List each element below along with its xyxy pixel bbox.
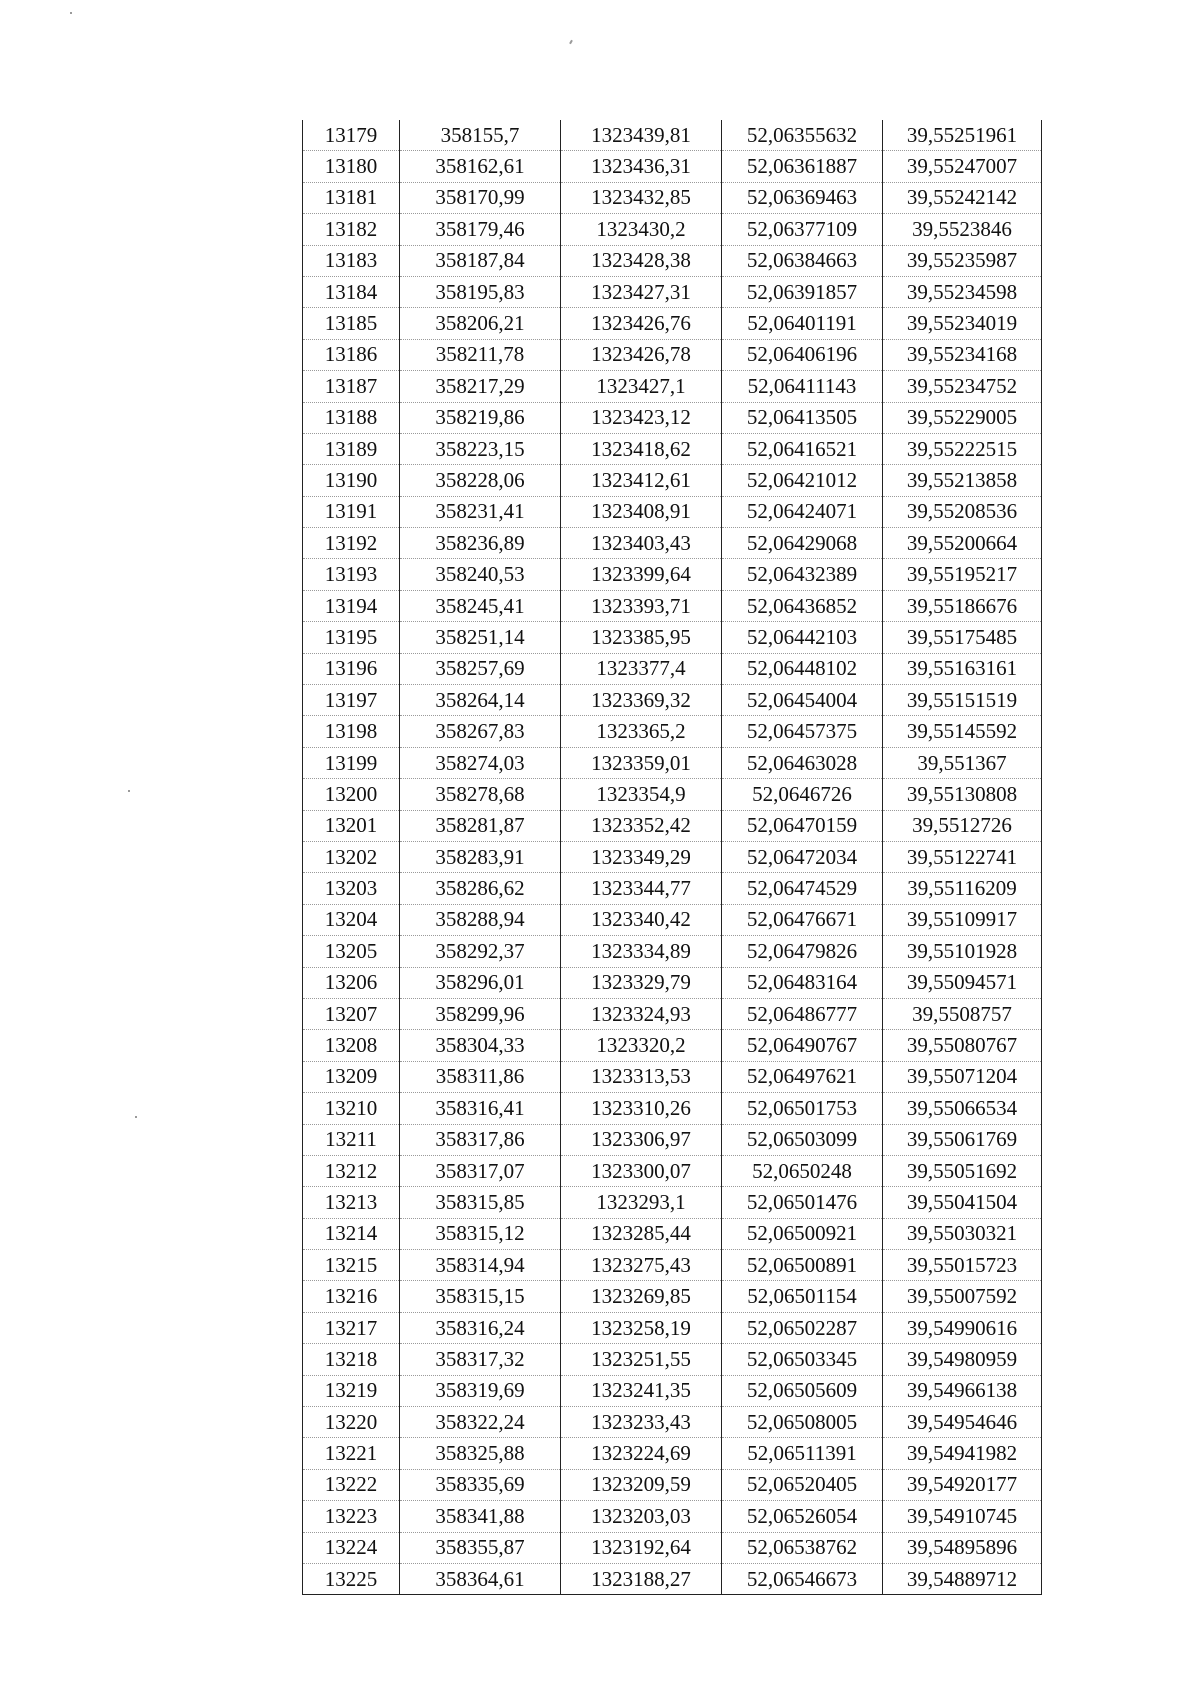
y-coordinate-cell: 1323423,12 (561, 402, 722, 433)
table-row (303, 559, 1042, 590)
point-number-cell: 13211 (303, 1124, 400, 1155)
y-coordinate-cell: 1323354,9 (561, 779, 722, 810)
point-number-cell: 13218 (303, 1344, 400, 1375)
y-coordinate-cell: 1323408,91 (561, 496, 722, 527)
point-number-cell: 13223 (303, 1501, 400, 1532)
point-number-cell: 13221 (303, 1438, 400, 1469)
latitude-cell: 52,06511391 (722, 1438, 883, 1469)
x-coordinate-cell: 358257,69 (400, 653, 561, 684)
point-number-cell: 13215 (303, 1250, 400, 1281)
table-row (303, 622, 1042, 653)
y-coordinate-cell: 1323293,1 (561, 1187, 722, 1218)
table-row (303, 120, 1042, 151)
point-number-cell: 13204 (303, 904, 400, 935)
table-row (303, 1563, 1042, 1594)
latitude-cell: 52,06413505 (722, 402, 883, 433)
latitude-cell: 52,06501154 (722, 1281, 883, 1312)
latitude-cell: 52,06361887 (722, 151, 883, 182)
point-number-cell: 13184 (303, 276, 400, 307)
longitude-cell: 39,55066534 (883, 1093, 1042, 1124)
longitude-cell: 39,55051692 (883, 1155, 1042, 1186)
latitude-cell: 52,06502287 (722, 1312, 883, 1343)
longitude-cell: 39,55234752 (883, 371, 1042, 402)
table-row (303, 465, 1042, 496)
latitude-cell: 52,06448102 (722, 653, 883, 684)
longitude-cell: 39,55175485 (883, 622, 1042, 653)
y-coordinate-cell: 1323352,42 (561, 810, 722, 841)
x-coordinate-cell: 358267,83 (400, 716, 561, 747)
x-coordinate-cell: 358162,61 (400, 151, 561, 182)
latitude-cell: 52,06355632 (722, 120, 883, 151)
point-number-cell: 13193 (303, 559, 400, 590)
coordinates-table (302, 120, 1042, 1595)
longitude-cell: 39,55229005 (883, 402, 1042, 433)
table-row (303, 936, 1042, 967)
table-row (303, 1532, 1042, 1563)
x-coordinate-cell: 358316,41 (400, 1093, 561, 1124)
longitude-cell: 39,55151519 (883, 685, 1042, 716)
longitude-cell: 39,55195217 (883, 559, 1042, 590)
point-number-cell: 13225 (303, 1563, 400, 1594)
longitude-cell: 39,55122741 (883, 841, 1042, 872)
x-coordinate-cell: 358317,32 (400, 1344, 561, 1375)
table-row (303, 1250, 1042, 1281)
point-number-cell: 13183 (303, 245, 400, 276)
y-coordinate-cell: 1323427,1 (561, 371, 722, 402)
table-row (303, 1375, 1042, 1406)
y-coordinate-cell: 1323430,2 (561, 214, 722, 245)
table-row (303, 1155, 1042, 1186)
latitude-cell: 52,06501476 (722, 1187, 883, 1218)
longitude-cell: 39,55116209 (883, 873, 1042, 904)
latitude-cell: 52,06476671 (722, 904, 883, 935)
table-row (303, 371, 1042, 402)
y-coordinate-cell: 1323403,43 (561, 528, 722, 559)
latitude-cell: 52,06384663 (722, 245, 883, 276)
y-coordinate-cell: 1323359,01 (561, 747, 722, 778)
x-coordinate-cell: 358236,89 (400, 528, 561, 559)
y-coordinate-cell: 1323209,59 (561, 1469, 722, 1500)
latitude-cell: 52,06501753 (722, 1093, 883, 1124)
latitude-cell: 52,06377109 (722, 214, 883, 245)
x-coordinate-cell: 358315,12 (400, 1218, 561, 1249)
latitude-cell: 52,06416521 (722, 433, 883, 464)
table-row (303, 1218, 1042, 1249)
y-coordinate-cell: 1323269,85 (561, 1281, 722, 1312)
table-row (303, 747, 1042, 778)
x-coordinate-cell: 358278,68 (400, 779, 561, 810)
point-number-cell: 13208 (303, 1030, 400, 1061)
latitude-cell: 52,0646726 (722, 779, 883, 810)
x-coordinate-cell: 358299,96 (400, 998, 561, 1029)
latitude-cell: 52,06503345 (722, 1344, 883, 1375)
x-coordinate-cell: 358283,91 (400, 841, 561, 872)
point-number-cell: 13197 (303, 685, 400, 716)
y-coordinate-cell: 1323340,42 (561, 904, 722, 935)
table-row (303, 1061, 1042, 1092)
longitude-cell: 39,55234168 (883, 339, 1042, 370)
longitude-cell: 39,5523846 (883, 214, 1042, 245)
x-coordinate-cell: 358335,69 (400, 1469, 561, 1500)
x-coordinate-cell: 358187,84 (400, 245, 561, 276)
table-row (303, 339, 1042, 370)
point-number-cell: 13210 (303, 1093, 400, 1124)
point-number-cell: 13179 (303, 120, 400, 151)
x-coordinate-cell: 358315,85 (400, 1187, 561, 1218)
longitude-cell: 39,5512726 (883, 810, 1042, 841)
table-row (303, 1438, 1042, 1469)
x-coordinate-cell: 358355,87 (400, 1532, 561, 1563)
y-coordinate-cell: 1323428,38 (561, 245, 722, 276)
longitude-cell: 39,54889712 (883, 1563, 1042, 1594)
y-coordinate-cell: 1323233,43 (561, 1407, 722, 1438)
point-number-cell: 13198 (303, 716, 400, 747)
table-row (303, 308, 1042, 339)
latitude-cell: 52,06500891 (722, 1250, 883, 1281)
point-number-cell: 13194 (303, 590, 400, 621)
point-number-cell: 13209 (303, 1061, 400, 1092)
x-coordinate-cell: 358231,41 (400, 496, 561, 527)
latitude-cell: 52,06457375 (722, 716, 883, 747)
latitude-cell: 52,06479826 (722, 936, 883, 967)
y-coordinate-cell: 1323432,85 (561, 182, 722, 213)
longitude-cell: 39,55015723 (883, 1250, 1042, 1281)
point-number-cell: 13220 (303, 1407, 400, 1438)
point-number-cell: 13190 (303, 465, 400, 496)
table-row (303, 496, 1042, 527)
y-coordinate-cell: 1323241,35 (561, 1375, 722, 1406)
table-row (303, 214, 1042, 245)
y-coordinate-cell: 1323300,07 (561, 1155, 722, 1186)
y-coordinate-cell: 1323320,2 (561, 1030, 722, 1061)
longitude-cell: 39,55235987 (883, 245, 1042, 276)
table-row (303, 1093, 1042, 1124)
latitude-cell: 52,06432389 (722, 559, 883, 590)
longitude-cell: 39,55234019 (883, 308, 1042, 339)
longitude-cell: 39,55094571 (883, 967, 1042, 998)
longitude-cell: 39,55080767 (883, 1030, 1042, 1061)
point-number-cell: 13217 (303, 1312, 400, 1343)
table-row (303, 653, 1042, 684)
point-number-cell: 13214 (303, 1218, 400, 1249)
table-row (303, 685, 1042, 716)
longitude-cell: 39,54941982 (883, 1438, 1042, 1469)
coordinates-table-body (303, 120, 1042, 1595)
longitude-cell: 39,55109917 (883, 904, 1042, 935)
y-coordinate-cell: 1323377,4 (561, 653, 722, 684)
x-coordinate-cell: 358219,86 (400, 402, 561, 433)
x-coordinate-cell: 358264,14 (400, 685, 561, 716)
longitude-cell: 39,54966138 (883, 1375, 1042, 1406)
latitude-cell: 52,06436852 (722, 590, 883, 621)
latitude-cell: 52,06486777 (722, 998, 883, 1029)
latitude-cell: 52,06424071 (722, 496, 883, 527)
point-number-cell: 13191 (303, 496, 400, 527)
point-number-cell: 13180 (303, 151, 400, 182)
x-coordinate-cell: 358211,78 (400, 339, 561, 370)
longitude-cell: 39,55208536 (883, 496, 1042, 527)
y-coordinate-cell: 1323251,55 (561, 1344, 722, 1375)
table-row (303, 998, 1042, 1029)
y-coordinate-cell: 1323224,69 (561, 1438, 722, 1469)
x-coordinate-cell: 358364,61 (400, 1563, 561, 1594)
scan-speck (70, 12, 72, 14)
point-number-cell: 13202 (303, 841, 400, 872)
longitude-cell: 39,55251961 (883, 120, 1042, 151)
point-number-cell: 13203 (303, 873, 400, 904)
point-number-cell: 13224 (303, 1532, 400, 1563)
longitude-cell: 39,55041504 (883, 1187, 1042, 1218)
point-number-cell: 13205 (303, 936, 400, 967)
scan-speck (135, 1116, 137, 1118)
longitude-cell: 39,55234598 (883, 276, 1042, 307)
y-coordinate-cell: 1323203,03 (561, 1501, 722, 1532)
y-coordinate-cell: 1323399,64 (561, 559, 722, 590)
x-coordinate-cell: 358319,69 (400, 1375, 561, 1406)
longitude-cell: 39,54920177 (883, 1469, 1042, 1500)
latitude-cell: 52,06470159 (722, 810, 883, 841)
longitude-cell: 39,55145592 (883, 716, 1042, 747)
y-coordinate-cell: 1323313,53 (561, 1061, 722, 1092)
latitude-cell: 52,0650248 (722, 1155, 883, 1186)
point-number-cell: 13192 (303, 528, 400, 559)
y-coordinate-cell: 1323427,31 (561, 276, 722, 307)
latitude-cell: 52,06472034 (722, 841, 883, 872)
table-row (303, 1501, 1042, 1532)
y-coordinate-cell: 1323344,77 (561, 873, 722, 904)
table-row (303, 590, 1042, 621)
table-row (303, 245, 1042, 276)
table-row (303, 1344, 1042, 1375)
x-coordinate-cell: 358217,29 (400, 371, 561, 402)
longitude-cell: 39,55213858 (883, 465, 1042, 496)
latitude-cell: 52,06463028 (722, 747, 883, 778)
latitude-cell: 52,06546673 (722, 1563, 883, 1594)
longitude-cell: 39,54954646 (883, 1407, 1042, 1438)
point-number-cell: 13181 (303, 182, 400, 213)
table-row (303, 904, 1042, 935)
point-number-cell: 13200 (303, 779, 400, 810)
latitude-cell: 52,06406196 (722, 339, 883, 370)
point-number-cell: 13199 (303, 747, 400, 778)
point-number-cell: 13207 (303, 998, 400, 1029)
point-number-cell: 13219 (303, 1375, 400, 1406)
table-row (303, 810, 1042, 841)
y-coordinate-cell: 1323349,29 (561, 841, 722, 872)
y-coordinate-cell: 1323329,79 (561, 967, 722, 998)
longitude-cell: 39,55061769 (883, 1124, 1042, 1155)
latitude-cell: 52,06411143 (722, 371, 883, 402)
point-number-cell: 13212 (303, 1155, 400, 1186)
x-coordinate-cell: 358296,01 (400, 967, 561, 998)
longitude-cell: 39,5508757 (883, 998, 1042, 1029)
latitude-cell: 52,06474529 (722, 873, 883, 904)
y-coordinate-cell: 1323426,76 (561, 308, 722, 339)
point-number-cell: 13213 (303, 1187, 400, 1218)
y-coordinate-cell: 1323192,64 (561, 1532, 722, 1563)
x-coordinate-cell: 358155,7 (400, 120, 561, 151)
scan-speck (128, 790, 130, 792)
longitude-cell: 39,54910745 (883, 1501, 1042, 1532)
latitude-cell: 52,06391857 (722, 276, 883, 307)
x-coordinate-cell: 358317,07 (400, 1155, 561, 1186)
y-coordinate-cell: 1323306,97 (561, 1124, 722, 1155)
point-number-cell: 13186 (303, 339, 400, 370)
point-number-cell: 13187 (303, 371, 400, 402)
point-number-cell: 13196 (303, 653, 400, 684)
latitude-cell: 52,06369463 (722, 182, 883, 213)
longitude-cell: 39,55186676 (883, 590, 1042, 621)
longitude-cell: 39,55222515 (883, 433, 1042, 464)
point-number-cell: 13189 (303, 433, 400, 464)
longitude-cell: 39,55130808 (883, 779, 1042, 810)
x-coordinate-cell: 358317,86 (400, 1124, 561, 1155)
table-row (303, 1030, 1042, 1061)
y-coordinate-cell: 1323334,89 (561, 936, 722, 967)
x-coordinate-cell: 358286,62 (400, 873, 561, 904)
x-coordinate-cell: 358223,15 (400, 433, 561, 464)
x-coordinate-cell: 358292,37 (400, 936, 561, 967)
scan-speck (569, 40, 573, 44)
y-coordinate-cell: 1323436,31 (561, 151, 722, 182)
y-coordinate-cell: 1323369,32 (561, 685, 722, 716)
x-coordinate-cell: 358288,94 (400, 904, 561, 935)
y-coordinate-cell: 1323426,78 (561, 339, 722, 370)
longitude-cell: 39,55101928 (883, 936, 1042, 967)
x-coordinate-cell: 358228,06 (400, 465, 561, 496)
table-row (303, 402, 1042, 433)
x-coordinate-cell: 358322,24 (400, 1407, 561, 1438)
longitude-cell: 39,55071204 (883, 1061, 1042, 1092)
latitude-cell: 52,06508005 (722, 1407, 883, 1438)
point-number-cell: 13195 (303, 622, 400, 653)
x-coordinate-cell: 358206,21 (400, 308, 561, 339)
table-row (303, 182, 1042, 213)
point-number-cell: 13182 (303, 214, 400, 245)
table-row (303, 276, 1042, 307)
latitude-cell: 52,06505609 (722, 1375, 883, 1406)
table-row (303, 1312, 1042, 1343)
table-row (303, 779, 1042, 810)
point-number-cell: 13185 (303, 308, 400, 339)
y-coordinate-cell: 1323393,71 (561, 590, 722, 621)
y-coordinate-cell: 1323365,2 (561, 716, 722, 747)
table-row (303, 1281, 1042, 1312)
table-row (303, 1407, 1042, 1438)
y-coordinate-cell: 1323258,19 (561, 1312, 722, 1343)
y-coordinate-cell: 1323310,26 (561, 1093, 722, 1124)
latitude-cell: 52,06442103 (722, 622, 883, 653)
latitude-cell: 52,06526054 (722, 1501, 883, 1532)
x-coordinate-cell: 358240,53 (400, 559, 561, 590)
point-number-cell: 13206 (303, 967, 400, 998)
table-row (303, 433, 1042, 464)
y-coordinate-cell: 1323412,61 (561, 465, 722, 496)
x-coordinate-cell: 358170,99 (400, 182, 561, 213)
longitude-cell: 39,55030321 (883, 1218, 1042, 1249)
longitude-cell: 39,55163161 (883, 653, 1042, 684)
longitude-cell: 39,54980959 (883, 1344, 1042, 1375)
longitude-cell: 39,54895896 (883, 1532, 1042, 1563)
y-coordinate-cell: 1323324,93 (561, 998, 722, 1029)
latitude-cell: 52,06538762 (722, 1532, 883, 1563)
x-coordinate-cell: 358341,88 (400, 1501, 561, 1532)
point-number-cell: 13216 (303, 1281, 400, 1312)
y-coordinate-cell: 1323439,81 (561, 120, 722, 151)
table-row (303, 716, 1042, 747)
x-coordinate-cell: 358304,33 (400, 1030, 561, 1061)
latitude-cell: 52,06429068 (722, 528, 883, 559)
longitude-cell: 39,55242142 (883, 182, 1042, 213)
latitude-cell: 52,06421012 (722, 465, 883, 496)
point-number-cell: 13188 (303, 402, 400, 433)
x-coordinate-cell: 358325,88 (400, 1438, 561, 1469)
latitude-cell: 52,06520405 (722, 1469, 883, 1500)
longitude-cell: 39,54990616 (883, 1312, 1042, 1343)
longitude-cell: 39,55247007 (883, 151, 1042, 182)
x-coordinate-cell: 358315,15 (400, 1281, 561, 1312)
x-coordinate-cell: 358179,46 (400, 214, 561, 245)
latitude-cell: 52,06401191 (722, 308, 883, 339)
y-coordinate-cell: 1323188,27 (561, 1563, 722, 1594)
y-coordinate-cell: 1323385,95 (561, 622, 722, 653)
y-coordinate-cell: 1323418,62 (561, 433, 722, 464)
x-coordinate-cell: 358274,03 (400, 747, 561, 778)
table-row (303, 873, 1042, 904)
x-coordinate-cell: 358245,41 (400, 590, 561, 621)
longitude-cell: 39,55007592 (883, 1281, 1042, 1312)
x-coordinate-cell: 358311,86 (400, 1061, 561, 1092)
table-row (303, 151, 1042, 182)
point-number-cell: 13201 (303, 810, 400, 841)
latitude-cell: 52,06503099 (722, 1124, 883, 1155)
x-coordinate-cell: 358281,87 (400, 810, 561, 841)
x-coordinate-cell: 358314,94 (400, 1250, 561, 1281)
latitude-cell: 52,06490767 (722, 1030, 883, 1061)
table-row (303, 1469, 1042, 1500)
y-coordinate-cell: 1323285,44 (561, 1218, 722, 1249)
table-row (303, 528, 1042, 559)
latitude-cell: 52,06483164 (722, 967, 883, 998)
latitude-cell: 52,06454004 (722, 685, 883, 716)
longitude-cell: 39,55200664 (883, 528, 1042, 559)
latitude-cell: 52,06500921 (722, 1218, 883, 1249)
latitude-cell: 52,06497621 (722, 1061, 883, 1092)
table-row (303, 1124, 1042, 1155)
x-coordinate-cell: 358316,24 (400, 1312, 561, 1343)
table-row (303, 1187, 1042, 1218)
x-coordinate-cell: 358251,14 (400, 622, 561, 653)
table-row (303, 841, 1042, 872)
table-row (303, 967, 1042, 998)
longitude-cell: 39,551367 (883, 747, 1042, 778)
x-coordinate-cell: 358195,83 (400, 276, 561, 307)
y-coordinate-cell: 1323275,43 (561, 1250, 722, 1281)
point-number-cell: 13222 (303, 1469, 400, 1500)
